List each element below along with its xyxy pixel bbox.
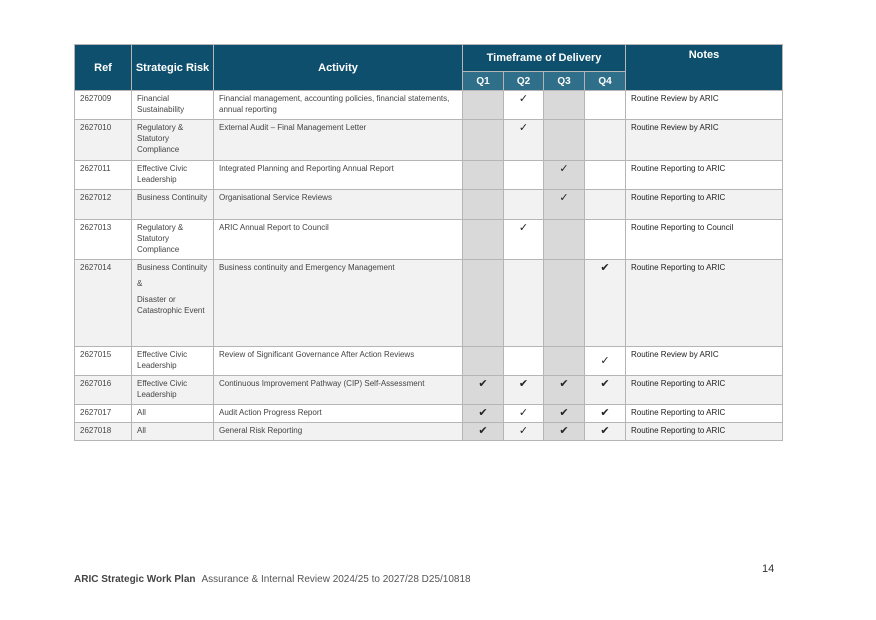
cell-notes: Routine Reporting to ARIC	[626, 376, 783, 405]
risk-text: Business Continuity	[137, 193, 208, 202]
cell-ref: 2627009	[75, 91, 132, 120]
header-notes: Notes	[626, 45, 783, 91]
footer-text: Assurance & Internal Review 2024/25 to 2027/28 D25/10818	[201, 574, 471, 585]
cell-strategic-risk	[132, 347, 214, 376]
cell-notes: Routine Reporting to ARIC	[626, 405, 783, 423]
cell-ref: 2627017	[75, 405, 132, 423]
risk-text: &	[137, 279, 143, 288]
footer	[74, 574, 471, 585]
table-row	[75, 376, 783, 405]
cell-q2-check-icon: ✓	[504, 120, 544, 161]
cell-q3	[544, 260, 585, 347]
cell-strategic-risk	[132, 423, 214, 441]
cell-notes: Routine Reporting to ARIC	[626, 423, 783, 441]
cell-q1	[463, 161, 504, 190]
cell-q1	[463, 190, 504, 220]
risk-text: Effective Civic Leadership	[137, 379, 188, 399]
cell-ref: 2627014	[75, 260, 132, 347]
risk-text: All	[137, 408, 146, 417]
risk-text: Disaster or Catastrophic Event	[137, 295, 205, 315]
header-q3: Q3	[544, 72, 585, 91]
table-row	[75, 260, 783, 347]
cell-ref: 2627016	[75, 376, 132, 405]
risk-text: Financial Sustainability	[137, 94, 185, 114]
cell-activity: Continuous Improvement Pathway (CIP) Self-Assessment	[214, 376, 463, 405]
cell-ref: 2627010	[75, 120, 132, 161]
cell-notes: Routine Reporting to ARIC	[626, 260, 783, 347]
cell-notes: Routine Reporting to ARIC	[626, 190, 783, 220]
cell-q2	[504, 190, 544, 220]
header-q1: Q1	[463, 72, 504, 91]
page-number: 14	[762, 563, 775, 575]
cell-q4	[585, 190, 626, 220]
cell-q1	[463, 220, 504, 260]
cell-ref: 2627013	[75, 220, 132, 260]
cell-ref: 2627011	[75, 161, 132, 190]
cell-q1-check-icon: ✔	[463, 376, 504, 405]
cell-q2	[504, 161, 544, 190]
cell-q4-check-icon: ✔	[585, 423, 626, 441]
table-row	[75, 405, 783, 423]
cell-q3-check-icon: ✔	[544, 423, 585, 441]
cell-q4-check-icon: ✔	[585, 405, 626, 423]
cell-activity: Organisational Service Reviews	[214, 190, 463, 220]
cell-q2	[504, 347, 544, 376]
cell-ref: 2627012	[75, 190, 132, 220]
cell-strategic-risk	[132, 220, 214, 260]
risk-text: All	[137, 426, 146, 435]
cell-q1	[463, 120, 504, 161]
cell-notes: Routine Review by ARIC	[626, 120, 783, 161]
header-q2: Q2	[504, 72, 544, 91]
cell-strategic-risk	[132, 260, 214, 347]
cell-q4	[585, 91, 626, 120]
cell-activity: Financial management, accounting policies, financial statements, annual reporting	[214, 91, 463, 120]
cell-strategic-risk	[132, 376, 214, 405]
cell-ref: 2627018	[75, 423, 132, 441]
table-row	[75, 423, 783, 441]
cell-activity: Business continuity and Emergency Management	[214, 260, 463, 347]
cell-q2-check-icon: ✓	[504, 405, 544, 423]
cell-activity: General Risk Reporting	[214, 423, 463, 441]
risk-text: Regulatory & Statutory Compliance	[137, 123, 184, 154]
cell-q2-check-icon: ✔	[504, 376, 544, 405]
footer-brand: ARIC Strategic Work Plan	[74, 574, 196, 585]
cell-q2-check-icon: ✓	[504, 423, 544, 441]
header-strategic-risk: Strategic Risk	[132, 45, 214, 91]
cell-q4-check-icon: ✔	[585, 376, 626, 405]
cell-q4	[585, 120, 626, 161]
cell-q3-check-icon: ✔	[544, 405, 585, 423]
header-timeframe: Timeframe of Delivery	[463, 45, 626, 72]
cell-strategic-risk	[132, 120, 214, 161]
table-row	[75, 220, 783, 260]
cell-strategic-risk	[132, 190, 214, 220]
work-plan-table	[74, 44, 783, 441]
cell-q3	[544, 220, 585, 260]
cell-q4	[585, 220, 626, 260]
cell-notes: Routine Review by ARIC	[626, 347, 783, 376]
cell-notes: Routine Reporting to ARIC	[626, 161, 783, 190]
table-row	[75, 120, 783, 161]
risk-text: Effective Civic Leadership	[137, 164, 188, 184]
cell-q2	[504, 260, 544, 347]
header-q4: Q4	[585, 72, 626, 91]
cell-ref: 2627015	[75, 347, 132, 376]
cell-q1	[463, 91, 504, 120]
cell-q3	[544, 120, 585, 161]
cell-activity: ARIC Annual Report to Council	[214, 220, 463, 260]
cell-notes: Routine Review by ARIC	[626, 91, 783, 120]
table-row	[75, 91, 783, 120]
cell-strategic-risk	[132, 161, 214, 190]
cell-q1	[463, 347, 504, 376]
cell-activity: Review of Significant Governance After Action Reviews	[214, 347, 463, 376]
risk-text: Business Continuity	[137, 263, 208, 272]
cell-q1-check-icon: ✔	[463, 423, 504, 441]
cell-q4-check-icon: ✓	[585, 347, 626, 376]
table-row	[75, 161, 783, 190]
cell-q2-check-icon: ✓	[504, 220, 544, 260]
cell-q3-check-icon: ✔	[544, 376, 585, 405]
cell-strategic-risk	[132, 405, 214, 423]
cell-q2-check-icon: ✓	[504, 91, 544, 120]
cell-q4	[585, 161, 626, 190]
table-row	[75, 190, 783, 220]
cell-strategic-risk	[132, 91, 214, 120]
cell-activity: Integrated Planning and Reporting Annual Report	[214, 161, 463, 190]
risk-text: Regulatory & Statutory Compliance	[137, 223, 184, 254]
cell-q1	[463, 260, 504, 347]
table-row	[75, 347, 783, 376]
cell-activity: Audit Action Progress Report	[214, 405, 463, 423]
cell-q4-check-icon: ✔	[585, 260, 626, 347]
cell-notes: Routine Reporting to Council	[626, 220, 783, 260]
header-activity: Activity	[214, 45, 463, 91]
header-ref: Ref	[75, 45, 132, 91]
cell-q3-check-icon: ✓	[544, 190, 585, 220]
cell-q3	[544, 347, 585, 376]
cell-activity: External Audit – Final Management Letter	[214, 120, 463, 161]
cell-q3-check-icon: ✓	[544, 161, 585, 190]
cell-q3	[544, 91, 585, 120]
risk-text: Effective Civic Leadership	[137, 350, 188, 370]
cell-q1-check-icon: ✔	[463, 405, 504, 423]
